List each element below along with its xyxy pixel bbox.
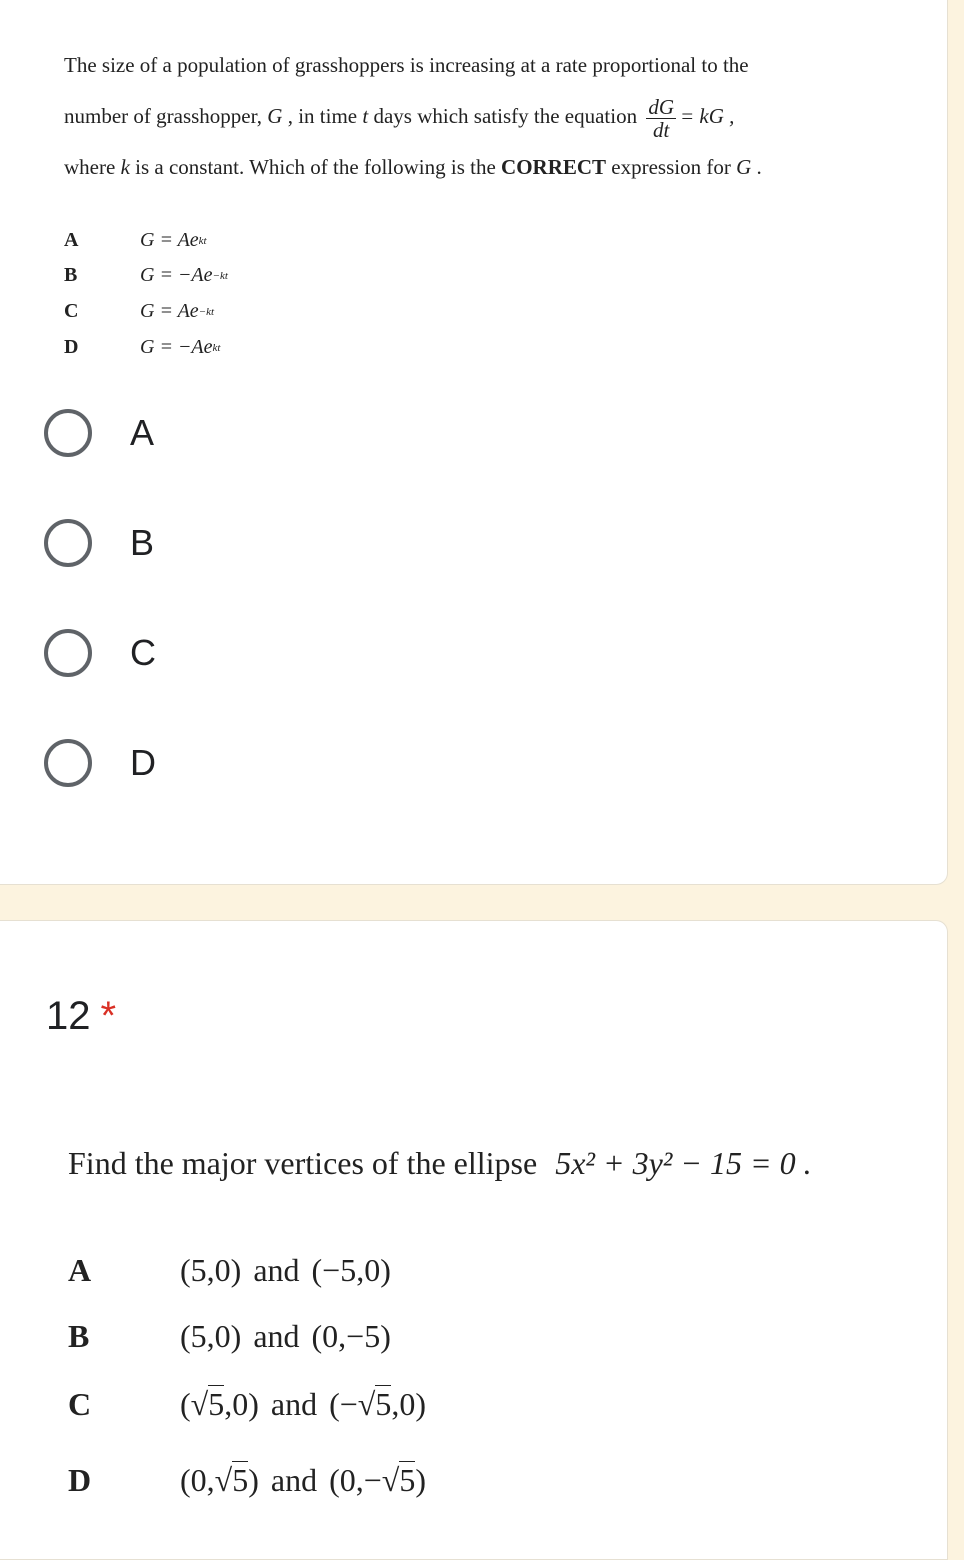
and-word: and <box>270 1386 318 1422</box>
option-A-expression <box>64 229 207 252</box>
question-prefix: Find the major vertices of the ellipse <box>68 1145 538 1181</box>
exponent: −kt <box>198 305 215 318</box>
point-1: (√5,0) <box>180 1386 259 1422</box>
fraction-denominator: dt <box>652 117 670 142</box>
var-G: G <box>736 155 752 179</box>
question-text-line-3 <box>64 155 762 180</box>
question-number <box>46 994 116 1039</box>
point-part: ) <box>415 1462 426 1498</box>
expression-lhs: G = −Ae <box>140 336 213 358</box>
and-word: and <box>253 1252 300 1288</box>
point-2: (−√5,0) <box>329 1386 426 1422</box>
point-part: ,0) <box>224 1386 259 1422</box>
q12-option-D <box>68 1462 426 1499</box>
exponent: −kt <box>212 269 228 282</box>
radio-button[interactable] <box>44 739 92 787</box>
point-2: (0,−5) <box>311 1318 391 1354</box>
option-C-expression <box>64 300 214 323</box>
radio-button[interactable] <box>44 409 92 457</box>
text-part: number of grasshopper, <box>64 104 268 128</box>
ellipse-equation: 5x² + 3y² − 15 = 0 . <box>555 1145 812 1181</box>
expression-lhs: G = Ae <box>140 300 199 322</box>
exponent: kt <box>198 234 207 247</box>
radio-button[interactable] <box>44 519 92 567</box>
choice-label: A <box>130 412 155 453</box>
point-1: (5,0) <box>180 1318 242 1354</box>
q12-option-B <box>68 1318 391 1355</box>
option-D-expression <box>64 336 220 359</box>
and-word: and <box>253 1318 300 1354</box>
text-part: . <box>751 155 762 179</box>
option-letter: D <box>64 336 79 358</box>
equation-rhs: = kG , <box>680 104 735 128</box>
point-part: ,0) <box>391 1386 426 1422</box>
option-letter: A <box>64 229 79 251</box>
option-letter: C <box>64 300 79 322</box>
text-part: days which satisfy the equation <box>368 104 638 128</box>
radicand: 5 <box>375 1386 392 1422</box>
choice-B[interactable] <box>44 519 154 567</box>
question-text-line-2 <box>64 91 734 141</box>
option-letter: B <box>68 1318 90 1354</box>
point-part: (0, <box>180 1462 215 1498</box>
point-part: ( <box>180 1386 191 1422</box>
derivative-fraction <box>646 96 676 141</box>
choice-label: C <box>130 632 156 673</box>
choice-C[interactable] <box>44 629 156 677</box>
radicand: 5 <box>232 1462 249 1498</box>
text-part: , in time <box>282 104 363 128</box>
option-letter: D <box>68 1462 92 1498</box>
point-2: (0,−√5) <box>329 1462 426 1498</box>
question-12-text <box>68 1145 812 1182</box>
bold-correct: CORRECT <box>501 155 607 179</box>
q12-option-A <box>68 1252 391 1289</box>
point-part: ) <box>248 1462 259 1498</box>
var-G: G <box>267 104 283 128</box>
radicand: 5 <box>208 1386 225 1422</box>
expression-lhs: G = Ae <box>140 229 199 251</box>
option-letter: C <box>68 1386 92 1422</box>
choice-label: B <box>130 522 155 563</box>
expression-lhs: G = −Ae <box>140 264 213 286</box>
point-1: (5,0) <box>180 1252 242 1288</box>
q12-option-C <box>68 1386 426 1423</box>
option-B-expression <box>64 264 228 287</box>
radio-button[interactable] <box>44 629 92 677</box>
exponent: kt <box>212 341 221 354</box>
question-text-line-1: The size of a population of grasshoppers is increasing at a rate proportional to the <box>64 53 749 77</box>
choice-label: D <box>130 742 156 783</box>
option-letter: B <box>64 264 78 286</box>
fraction-numerator: dG <box>648 94 674 119</box>
radicand: 5 <box>399 1462 416 1498</box>
point-part: (0,− <box>329 1462 382 1498</box>
text-part: is a constant. Which of the following is the <box>129 155 502 179</box>
choice-A[interactable] <box>44 409 154 457</box>
and-word: and <box>270 1462 318 1498</box>
text-part: expression for <box>606 155 737 179</box>
required-asterisk: * <box>100 994 117 1038</box>
choice-D[interactable] <box>44 739 156 787</box>
var-k: k <box>120 155 130 179</box>
option-letter: A <box>68 1252 92 1288</box>
var-t: t <box>362 104 369 128</box>
point-2: (−5,0) <box>311 1252 391 1288</box>
text-part: where <box>64 155 121 179</box>
point-part: (− <box>329 1386 358 1422</box>
question-number-text: 12 <box>46 994 91 1038</box>
point-1: (0,√5) <box>180 1462 259 1498</box>
